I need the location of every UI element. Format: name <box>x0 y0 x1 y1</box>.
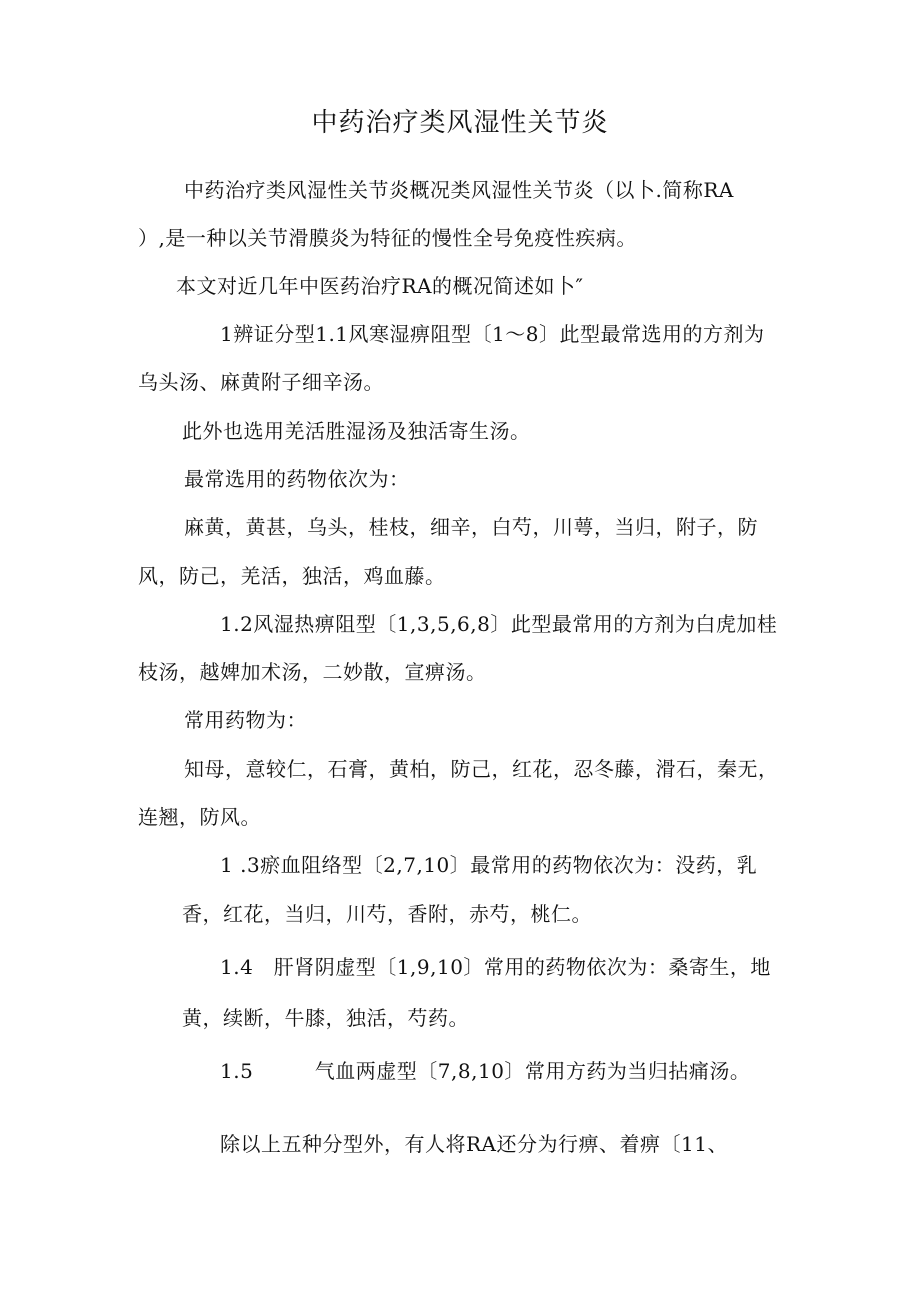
paragraph-line: 麻黄，黄甚，乌头，桂枝，细辛，白芍，川萼，当归，附子，防 <box>184 515 758 539</box>
paragraph-line: 最常选用的药物依次为： <box>184 467 410 491</box>
paragraph-line: 枝汤，越婢加术汤，二妙散，宣痹汤。 <box>138 660 487 684</box>
paragraph-line: 常用药物为： <box>184 708 307 732</box>
paragraph-line: ）,是一种以关节滑膜炎为特征的慢性全号免疫性疾病。 <box>138 226 637 250</box>
document-title: 中药治疗类风湿性关节炎 <box>311 108 609 138</box>
paragraph-line: 连翘，防风。 <box>138 805 261 829</box>
paragraph-line: 此外也选用羌活胜湿汤及独活寄生汤。 <box>182 419 531 443</box>
paragraph-line: 除以上五种分型外，有人将RA还分为行痹、着痹〔11、 <box>220 1132 728 1156</box>
paragraph-line: 知母，意较仁，石膏，黄柏，防己，红花，忍冬藤，滑石，秦无， <box>184 757 779 781</box>
paragraph-line: 风，防己，羌活，独活，鸡血藤。 <box>138 564 446 588</box>
paragraph-line: 香，红花，当归，川芍，香附，赤芍，桃仁。 <box>182 902 592 926</box>
paragraph-line: 乌头汤、麻黄附子细辛汤。 <box>138 370 384 394</box>
paragraph-line: 1.4 肝肾阴虚型〔1,9,10〕常用的药物依次为：桑寄生，地 <box>220 955 771 979</box>
paragraph-line: 黄，续断，牛膝，独活，芍药。 <box>182 1006 469 1030</box>
paragraph-line: 本文对近几年中医药治疗RA的概况简述如卜″ <box>176 274 584 298</box>
paragraph-line: 1辨证分型1.1风寒湿痹阻型〔1～8〕此型最常选用的方剂为 <box>220 322 765 346</box>
paragraph-line: 中药治疗类风湿性关节炎概况类风湿性关节炎（以卜.简称RA <box>184 178 734 202</box>
paragraph-line: 1.2风湿热痹阻型〔1,3,5,6,8〕此型最常用的方剂为白虎加桂 <box>220 612 778 636</box>
paragraph-line: 1.5 气血两虚型〔7,8,10〕常用方药为当归拈痛汤。 <box>220 1059 751 1083</box>
paragraph-line: 1 .3瘀血阻络型〔2,7,10〕最常用的药物依次为：没药，乳 <box>220 853 758 877</box>
